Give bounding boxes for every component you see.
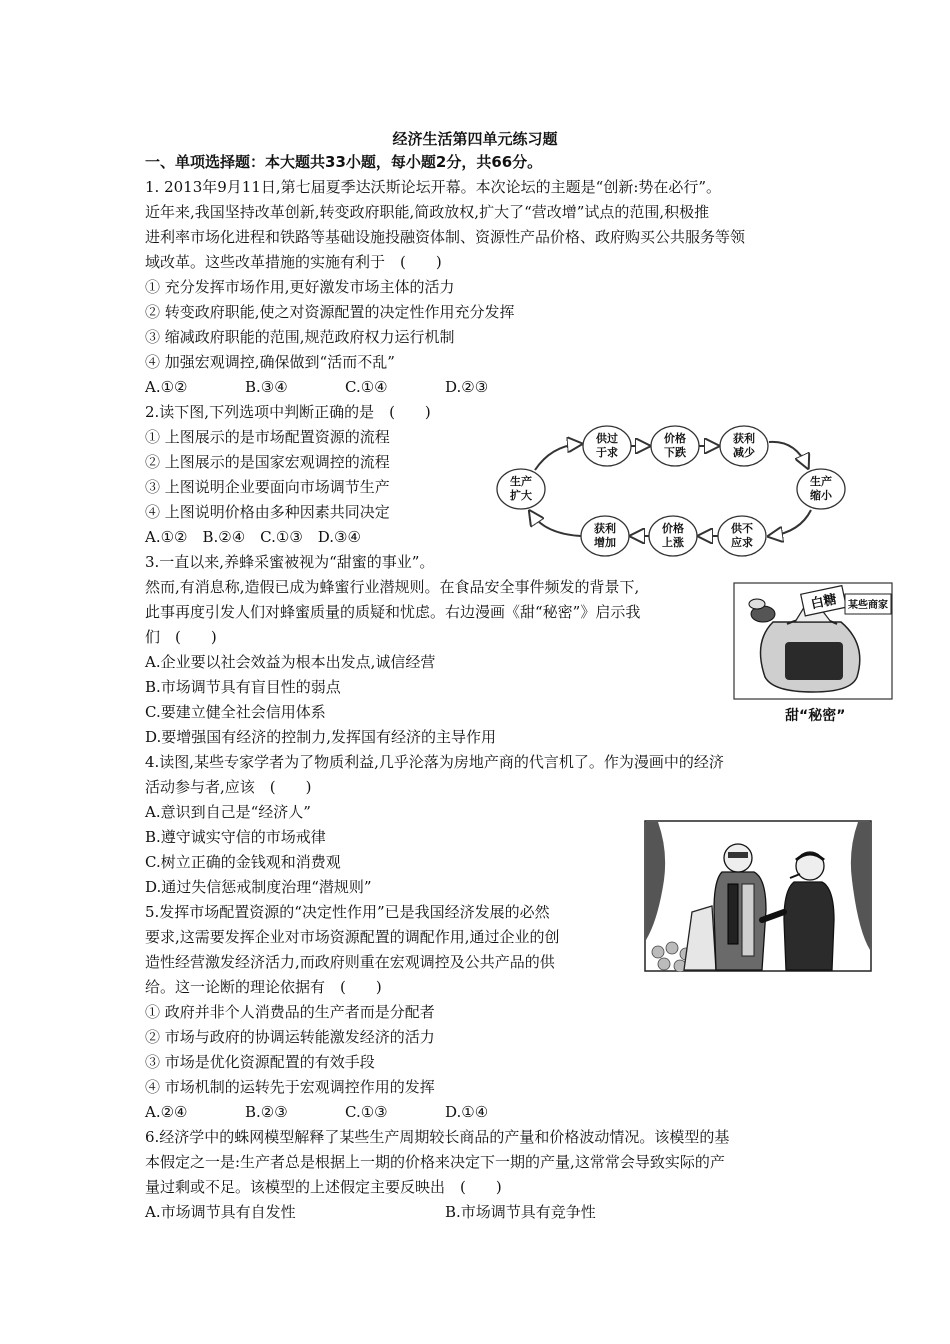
coin-slot-icon <box>742 884 754 956</box>
q3-option-c[interactable]: C.要建立健全社会信用体系 <box>145 703 326 721</box>
merchant-label: 某些商家 <box>848 600 888 611</box>
honey-cartoon <box>733 582 893 700</box>
q3-option-a[interactable]: A.企业要以社会效益为根本出发点,诚信经营 <box>145 653 436 671</box>
node-label: 扩大 <box>510 489 532 502</box>
q3-option-b[interactable]: B.市场调节具有盲目性的弱点 <box>145 678 341 696</box>
q1-option-d[interactable]: D.②③ <box>445 378 489 396</box>
q4-option-b[interactable]: B.遵守诚实守信的市场戒律 <box>145 828 326 846</box>
q3-line: 们 ( ) <box>145 628 217 646</box>
q6-line: 本假定之一是:生产者总是根据上一期的价格来决定下一期的产量,这常常会导致实际的产 <box>145 1153 725 1171</box>
q3-line: 3.一直以来,养蜂采蜜被视为“甜蜜的事业”。 <box>145 553 435 571</box>
q4-option-d[interactable]: D.通过失信惩戒制度治理“潜规则” <box>145 878 372 896</box>
cartoon-caption: 甜“秘密” <box>785 708 846 724</box>
jar-label-icon <box>785 642 843 680</box>
q6-line: 量过剩或不足。该模型的上述假定主要反映出 ( ) <box>145 1178 502 1196</box>
q6-option-a[interactable]: A.市场调节具有自发性 <box>145 1203 296 1221</box>
q2-stem: 2.读下图,下列选项中判断正确的是 ( ) <box>145 403 431 421</box>
q3-line: 然而,有消息称,造假已成为蜂蜜行业潜规则。在食品安全事件频发的背景下, <box>145 578 640 596</box>
q3-line: 此事再度引发人们对蜂蜜质量的质疑和忧虑。右边漫画《甜“秘密”》启示我 <box>145 603 641 621</box>
q6-options <box>145 1202 596 1222</box>
node-label: 减少 <box>733 446 755 459</box>
node-label: 价格 <box>664 432 686 445</box>
q1-option-c[interactable]: C.①④ <box>345 378 388 396</box>
q2-item: ③ 上图说明企业要面向市场调节生产 <box>145 478 390 496</box>
q1-option-b[interactable]: B.③④ <box>245 378 288 396</box>
q5-option-d[interactable]: D.①④ <box>445 1103 489 1121</box>
node-label: 缩小 <box>810 489 832 502</box>
q5-line: 5.发挥市场配置资源的“决定性作用”已是我国经济发展的必然 <box>145 903 550 921</box>
q1-line: 域改革。这些改革措施的实施有利于 ( ) <box>145 253 442 271</box>
q5-line: 要求,这需要发挥企业对市场资源配置的调配作用,通过企业的创 <box>145 928 560 946</box>
node-label: 应求 <box>731 536 753 549</box>
q5-options <box>145 1102 488 1122</box>
q5-line: 给。这一论断的理论依据有 ( ) <box>145 978 382 996</box>
q2-options: A.①② B.②④ C.①③ D.③④ <box>145 528 361 546</box>
q4-option-c[interactable]: C.树立正确的金钱观和消费观 <box>145 853 341 871</box>
q2-item: ② 上图展示的是国家宏观调控的流程 <box>145 453 390 471</box>
q3-option-d[interactable]: D.要增强国有经济的控制力,发挥国有经济的主导作用 <box>145 728 497 746</box>
q5-option-b[interactable]: B.②③ <box>245 1103 288 1121</box>
q4-line: 活动参与者,应该 ( ) <box>145 778 312 796</box>
node-label: 于求 <box>596 446 618 459</box>
section-heading: 一、单项选择题：本大题共33小题，每小题2分，共66分。 <box>145 153 543 171</box>
q5-item: ④ 市场机制的运转先于宏观调控作用的发挥 <box>145 1078 435 1096</box>
market-cycle-diagram <box>495 418 855 564</box>
developer-body-icon <box>784 882 834 970</box>
node-label: 价格 <box>662 522 684 535</box>
q5-option-a[interactable]: A.②④ <box>145 1103 188 1121</box>
speaker-body-icon <box>714 872 766 970</box>
node-label: 供过 <box>596 432 618 445</box>
q2-item: ① 上图展示的是市场配置资源的流程 <box>145 428 390 446</box>
q4-option-a[interactable]: A.意识到自己是“经济人” <box>145 803 311 821</box>
q1-line: 进利率市场化进程和铁路等基础设施投融资体制、资源性产品价格、政府购买公共服务等领 <box>145 228 746 246</box>
q5-item: ① 政府并非个人消费品的生产者而是分配者 <box>145 1003 435 1021</box>
sugar-label: 白糖 <box>809 592 839 613</box>
q1-line: 1. 2013年9月11日,第七届夏季达沃斯论坛开幕。本次论坛的主题是“创新:势在必行”。 <box>145 178 722 196</box>
node-label: 获利 <box>733 432 755 445</box>
node-label: 生产 <box>810 475 832 488</box>
q4-line: 4.读图,某些专家学者为了物质利益,几乎沦落为房地产商的代言机了。作为漫画中的经济 <box>145 753 724 771</box>
q1-item: ③ 缩减政府职能的范围,规范政府权力运行机制 <box>145 328 455 346</box>
q1-item: ① 充分发挥市场作用,更好激发市场主体的活力 <box>145 278 455 296</box>
q5-option-c[interactable]: C.①③ <box>345 1103 388 1121</box>
q1-options <box>145 377 488 397</box>
speaker-cartoon <box>644 820 872 972</box>
page-title: 经济生活第四单元练习题 <box>392 130 558 148</box>
q1-item: ④ 加强宏观调控,确保做到“活而不乱” <box>145 353 395 371</box>
q1-item: ② 转变政府职能,使之对资源配置的决定性作用充分发挥 <box>145 303 515 321</box>
vending-panel-icon <box>728 884 738 944</box>
node-label: 获利 <box>594 522 616 535</box>
node-label: 生产 <box>510 475 532 488</box>
q5-item: ② 市场与政府的协调运转能激发经济的活力 <box>145 1028 435 1046</box>
q2-item: ④ 上图说明价格由多种因素共同决定 <box>145 503 390 521</box>
node-label: 上涨 <box>662 536 684 549</box>
q1-line: 近年来,我国坚持改革创新,转变政府职能,简政放权,扩大了“营改增”试点的范围,积极推 <box>145 203 710 221</box>
q6-option-b[interactable]: B.市场调节具有竞争性 <box>445 1203 596 1221</box>
q6-line: 6.经济学中的蛛网模型解释了某些生产周期较长商品的产量和价格波动情况。该模型的基 <box>145 1128 730 1146</box>
node-label: 增加 <box>594 536 616 549</box>
q1-option-a[interactable]: A.①② <box>145 378 188 396</box>
q5-line: 造性经营激发经济活力,而政府则重在宏观调控及公共产品的供 <box>145 953 555 971</box>
node-label: 下跌 <box>664 446 686 459</box>
node-label: 供不 <box>731 522 753 535</box>
q5-item: ③ 市场是优化资源配置的有效手段 <box>145 1053 375 1071</box>
